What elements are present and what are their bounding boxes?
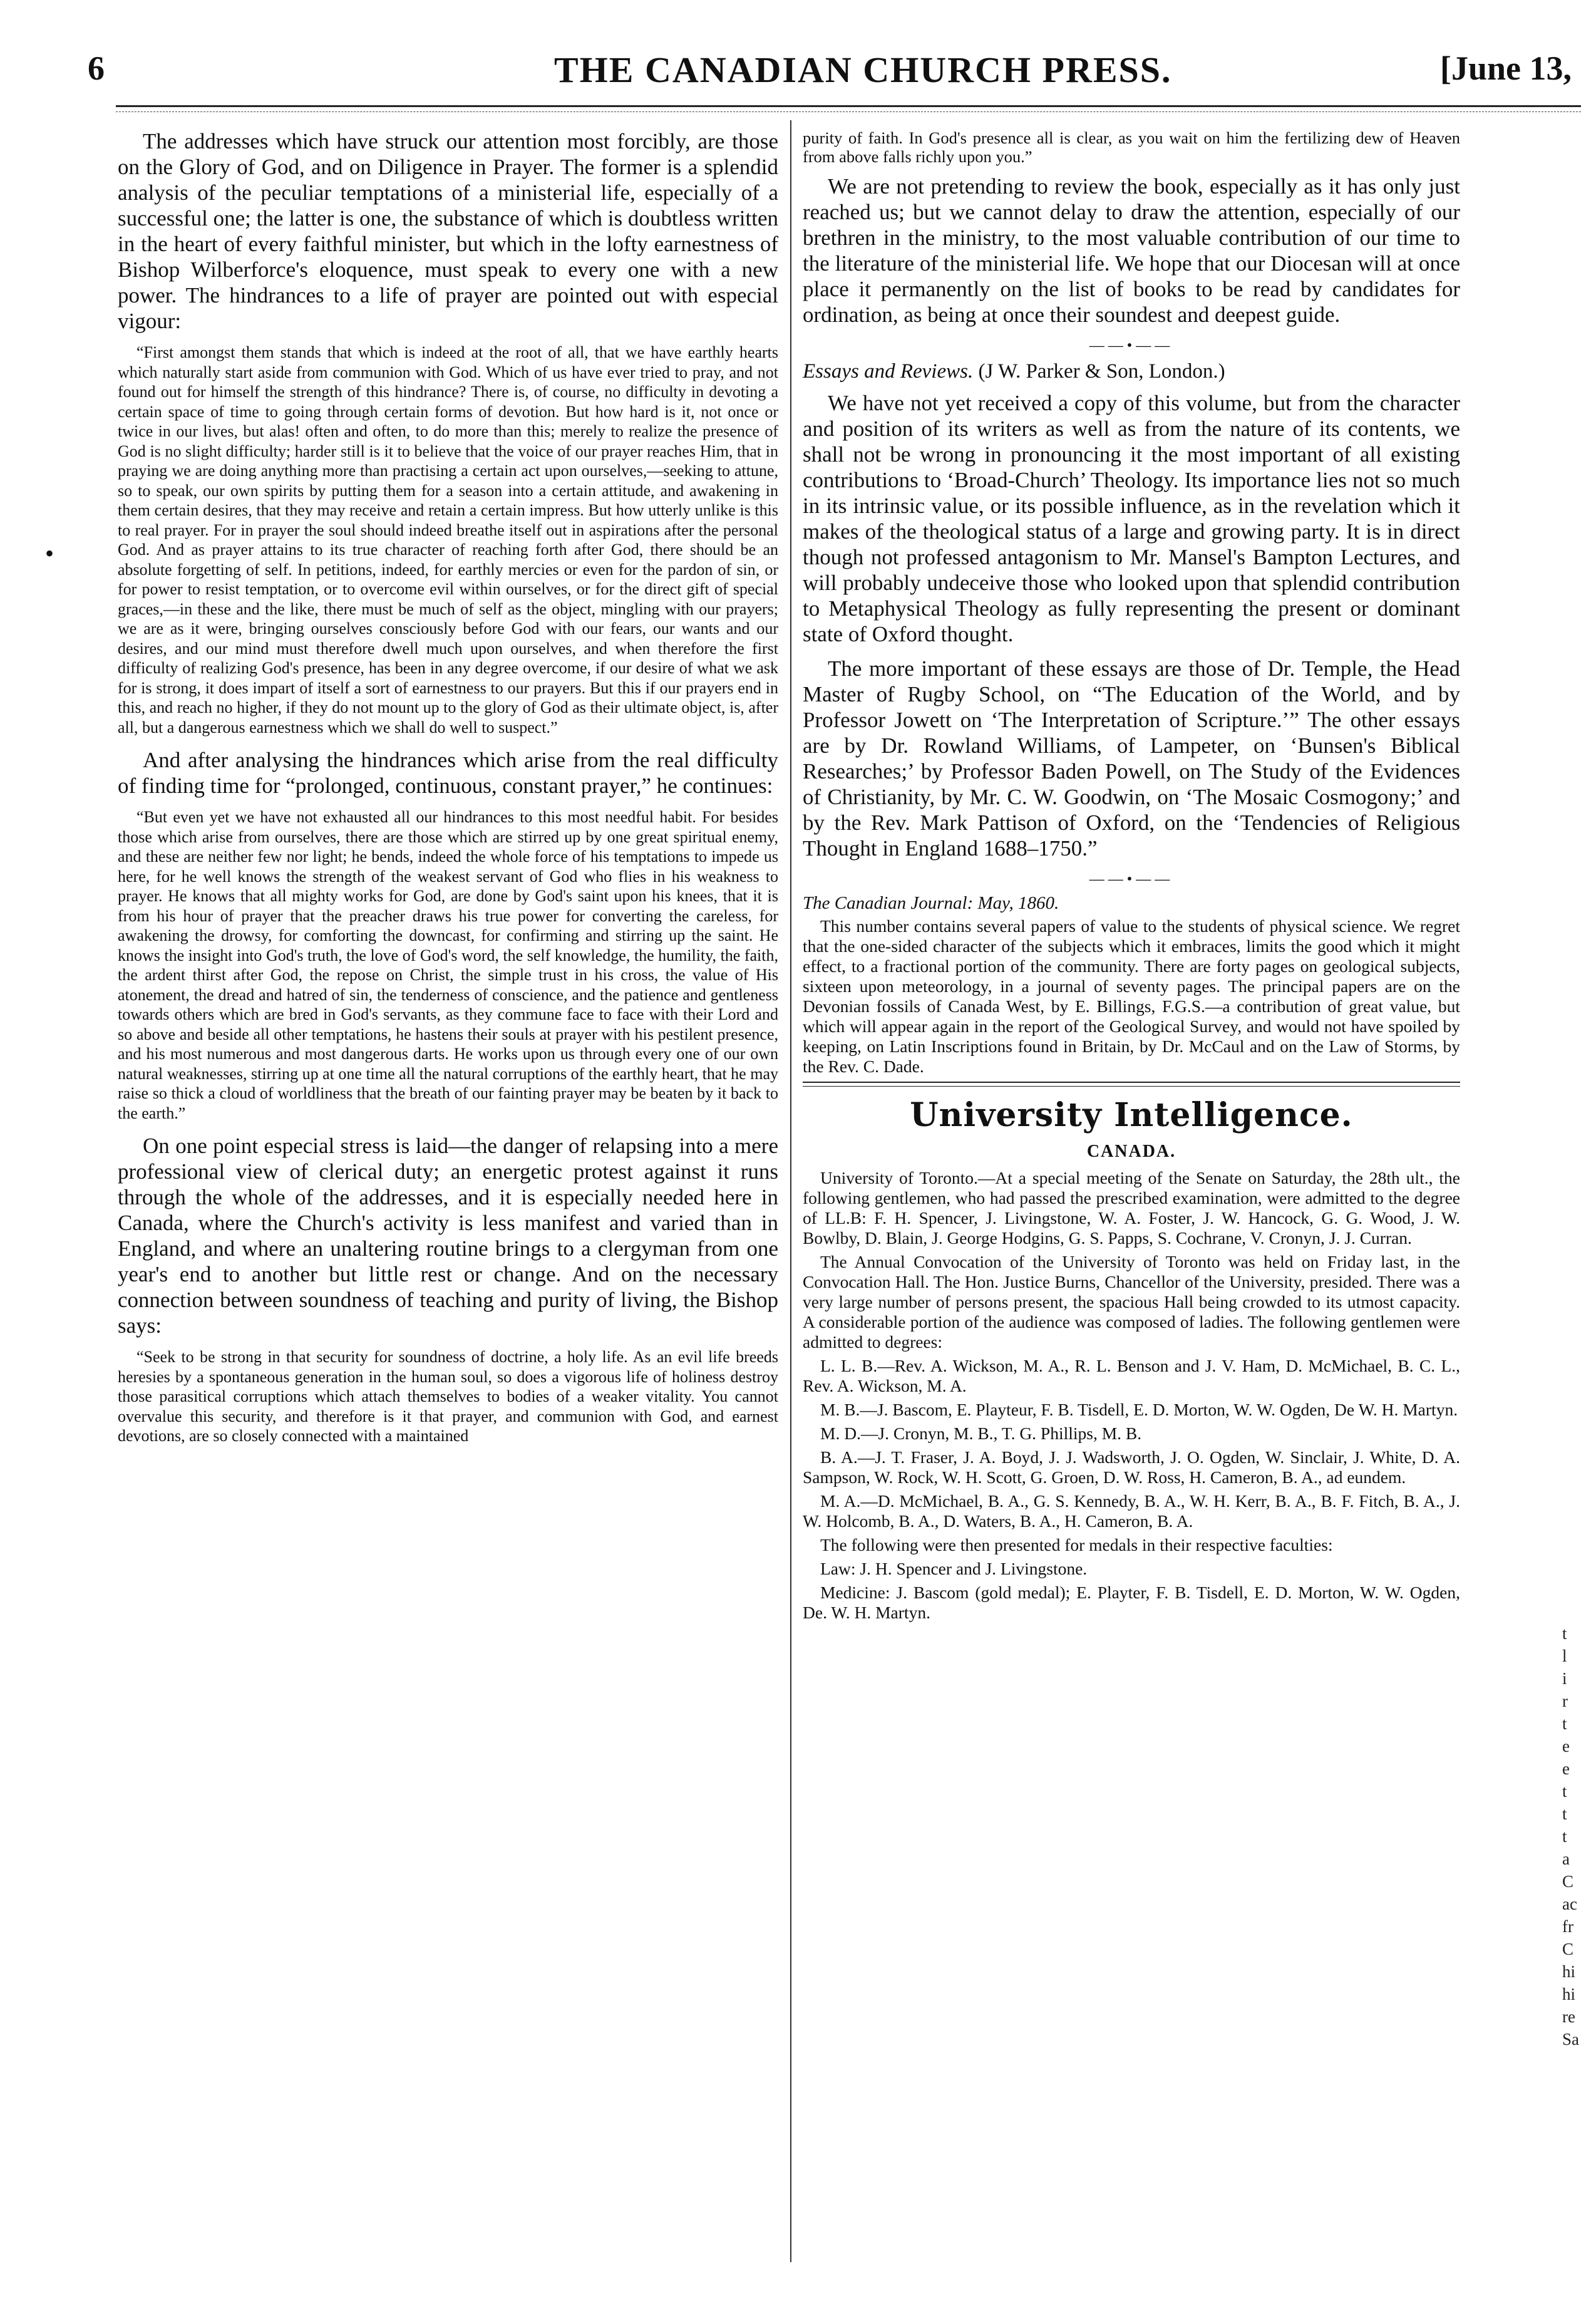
section-title: University Intelligence. bbox=[910, 1096, 1353, 1134]
page-header bbox=[88, 49, 1590, 99]
margin-char: ac bbox=[1562, 1895, 1577, 1913]
margin-char: t bbox=[1562, 1804, 1567, 1823]
margin-char: hi bbox=[1562, 1985, 1576, 2004]
paragraph-convocation: The Annual Convocation of the University of Toronto was held on Friday last, in the Convocation Hall. The Hon. Justice Burns, Chancellor of the University, presided. There was a very large number of persons present, the spacious Hall being crowded to its utmost capacity. A considerable portion of the audience was composed of ladies. The following gentlemen were admitted to degrees: bbox=[803, 1252, 1460, 1352]
degree-list-ba: B. A.—J. T. Fraser, J. A. Boyd, J. J. Wadsworth, J. O. Ogden, W. Sinclair, J. White, D. A. Sampson, W. Rock, W. H. Scott, G. Groen, D. W. Ross, H. Cameron, B. A., ad eundem. bbox=[803, 1447, 1460, 1487]
margin-dot: • bbox=[45, 539, 54, 567]
review-publisher: (J W. Parker & Son, London.) bbox=[978, 360, 1225, 383]
margin-char: i bbox=[1562, 1669, 1567, 1688]
margin-char: e bbox=[1562, 1759, 1570, 1778]
degree-list-ma: M. A.—D. McMichael, B. A., G. S. Kennedy, B. A., W. H. Kerr, B. A., B. F. Fitch, B. A., J. W. Holcomb, B. A., D. Waters, B. A., H. Cameron, B. A. bbox=[803, 1491, 1460, 1531]
column-rule bbox=[790, 120, 791, 2262]
page-number: 6 bbox=[88, 49, 105, 87]
margin-char: re bbox=[1562, 2007, 1575, 2026]
ornament-divider-2: ——•—— bbox=[1089, 871, 1174, 887]
quote-security: “Seek to be strong in that security for soundness of doctrine, a holy life. As an evil life breeds heresies by a spontaneous generation in the human soul, so does a vigorous life of holiness destroy those parasitical corruptions which attach themselves to bodies of a weaker vitality. You cannot overvalue this security, and therefore is it that prayer, and communion with God, and earnest devotions, are so closely connected with a maintained bbox=[118, 1348, 778, 1445]
margin-char: t bbox=[1562, 1827, 1567, 1846]
degree-list-llb: L. L. B.—Rev. A. Wickson, M. A., R. L. Benson and J. V. Ham, D. McMichael, B. C. L., Rev. A. Wickson, M. A. bbox=[803, 1356, 1460, 1395]
ornament-divider: ——•—— bbox=[1089, 338, 1174, 354]
section-subtitle: CANADA. bbox=[1086, 1142, 1176, 1161]
margin-char: t bbox=[1562, 1782, 1567, 1801]
paragraph-essays: We have not yet received a copy of this volume, but from the character and position of its writers as well as from the nature of its contents, we shall not be wrong in pronouncing it the most important of all existing contributions to ‘Broad-Church’ Theology. Its importance lies not so much in its intrinsic value, or its possible influence, as in the revelation which it makes of the theological status of a large and growing party. It is in direct though not professed antagonism to Mr. Mansel's Bampton Lectures, and will probably undeceive those who looked upon that splendid contribution to Metaphysical Theology as fully representing the present or dominant state of Oxford thought. bbox=[803, 391, 1460, 646]
review-heading bbox=[803, 359, 1460, 384]
margin-char: r bbox=[1562, 1692, 1568, 1710]
medal-medicine: Medicine: J. Bascom (gold medal); E. Playter, F. B. Tisdell, E. D. Morton, W. W. Ogden, De. W. H. Martyn. bbox=[803, 1583, 1460, 1622]
degree-list-mb: M. B.—J. Bascom, E. Playteur, F. B. Tisdell, E. D. Morton, W. W. Ogden, De W. H. Martyn. bbox=[820, 1400, 1458, 1419]
paragraph-analysing: And after analysing the hindrances which arise from the real difficulty of finding time for “prolonged, continuous, constant prayer,” he continues: bbox=[118, 748, 778, 798]
margin-char: C bbox=[1562, 1872, 1574, 1891]
left-column bbox=[118, 128, 778, 1456]
right-column bbox=[803, 128, 1460, 1626]
quote-continuation: purity of faith. In God's presence all is clear, as you wait on him the fertilizing dew of Heaven from above falls richly upon you.” bbox=[803, 128, 1460, 166]
issue-date: [June 13, bbox=[1440, 49, 1572, 87]
review-title: Essays and Reviews. bbox=[803, 360, 974, 383]
margin-char: t bbox=[1562, 1624, 1567, 1643]
paragraph-journal: This number contains several papers of value to the students of physical science. We regret that the one-sided character of the subjects which it embraces, limits the good which it might effect, to a fractional portion of the community. There are forty pages on geological subjects, sixteen upon meteorology, in a journal of seventy pages. The principal papers are on the Devonian fossils of Canada West, by E. Billings, F.G.S.—a contribution of great value, but which will appear again in the report of the Geological Survey, and would not have spoiled by keeping, on Latin Inscriptions found in Britain, by Dr. McCaul and on the Law of Storms, by the Rev. C. Dade. bbox=[803, 916, 1460, 1076]
quote-hindrances: “First amongst them stands that which is indeed at the root of all, that we have earthly hearts which naturally start aside from communion with God. Which of us have ever tried to pray, and not found out for himself the strength of this hindrance? There is, of course, no difficulty in devoting a certain space of time to going through certain forms of devotion. But how hard is it, not once or twice in our lives, but alas! often and often, to do more than this; merely to realize the presence of God is no slight difficulty; harder still is it to believe that the voice of our prayer reaches Him, that in praying we are doing anything more than practising a certain act upon ourselves,—seeking to attune, so to speak, our own spirits by putting them for a season into a certain attitude, and awakening in them certain desires, that they may receive and retain a certain impress. But how utterly unlike is this to real prayer. For in prayer the soul should indeed breathe itself out in aspirations after the personal God. And as prayer attains to its true character of reaching forth after God, there should be an absolute forgetting of self. In petitions, indeed, for earthly mercies or even for the pardon of sin, or for power to resist temptation, or to overcome evil within ourselves, or for the direct gift of special graces,—in these and the like, there must be much of self as the object, mingling with our prayers; we are as it were, bringing ourselves consciously before God with our fears, our wants and our desires, and our mind must therefore dwell much upon ourselves, and when therefore the first difficulty of realizing God's presence, has been in any degree overcome, if our desire of what we ask for is strong, it does impart of itself a sort of earnestness to our prayers. But this if our prayers end in this, and reach no higher, if they do not mount up to the glory of God as their ultimate object, is, after all, but a dangerous earnestness which we shall do well to suspect.” bbox=[118, 343, 778, 737]
paragraph-essay-authors: The more important of these essays are those of Dr. Temple, the Head Master of Rugby School, on “The Education of the World, and by Professor Jowett on ‘The Interpretation of Scripture.’” The other essays are by Dr. Rowland Williams, of Lampeter, on ‘Bunsen's Biblical Researches;’ by Professor Baden Powell, on The Study of the Evidences of Christianity, by Mr. C. W. Goodwin, on ‘The Mosaic Cosmogony;’ and by the Rev. Mark Pattison of Oxford, on the ‘Tendencies of Religious Thought in England 1688–1750.” bbox=[803, 656, 1460, 861]
margin-char: Sa bbox=[1562, 2030, 1579, 2049]
journal-review-heading: The Canadian Journal: May, 1860. bbox=[803, 893, 1059, 913]
paragraph-university-senate: University of Toronto.—At a special meeting of the Senate on Saturday, the 28th ult., the following gentlemen, who had passed the prescribed examination, were admitted to the degree of LL.B: F. H. Spencer, J. Livingstone, W. A. Foster, J. W. Hancock, G. G. Wood, J. W. Bowlby, D. Blain, J. George Hodgins, G. S. Papps, S. Cochrane, V. Cronyn, J. J. Curran. bbox=[803, 1168, 1460, 1248]
quote-enemy: “But even yet we have not exhausted all our hindrances to this most needful habit. For besides those which arise from ourselves, there are those which are stirred up by one great spiritual enemy, and these are neither few nor light; he bends, indeed the whole force of his temptations to impede us here, for he well knows the strength of the weakest servant of God who flies in his weakness to prayer. He knows that all mighty works for God, are done by God's saint upon his knees, that it is from his hour of prayer that the preacher draws his true power for converting the careless, for awakening the drowsy, for comforting the downcast, for confirming and stirring up the saint. He knows the insight into God's truth, the love of God's word, the self knowledge, the humility, the faith, the ardent thirst after God, the repose on Christ, the simple trust in his cross, the value of His atonement, the dread and hatred of sin, the tenderness of conscience, and the patience and gentleness towards others which are bred in God's servants, as they commune face to face with their Lord and so above and beside all other temptations, he hastens their souls at prayer with his pestilent presence, and his most numerous and most dangerous darts. He works upon us through every one of our own natural weaknesses, stirring up at one time all the natural corruptions of the earthly heart, that he may raise so thick a cloud of worldliness that the breath of our fainting prayer may be beaten by it back to the earth.” bbox=[118, 808, 778, 1122]
paragraph-professional: On one point especial stress is laid—the danger of relapsing into a mere professional view of clerical duty; an energetic protest against it runs through the whole of the addresses, and it is especially needed here in Canada, where the Church's activity is less manifest and varied than in England, and where an unaltering routine brings to a clergyman from one year's end to another but little rest or change. And on the necessary connection between soundness of teaching and purity of living, the Bishop says: bbox=[118, 1134, 778, 1338]
margin-char: hi bbox=[1562, 1962, 1576, 1981]
margin-char: t bbox=[1562, 1714, 1567, 1733]
margin-char: l bbox=[1562, 1647, 1567, 1665]
journal-title: THE CANADIAN CHURCH PRESS. bbox=[554, 49, 1172, 90]
section-rule bbox=[803, 1082, 1460, 1087]
margin-char: fr bbox=[1562, 1917, 1573, 1936]
margin-char: e bbox=[1562, 1737, 1570, 1755]
margin-fragments bbox=[1562, 1622, 1593, 2050]
paragraph-addresses: The addresses which have struck our attention most forcibly, are those on the Glory of God, and on Diligence in Prayer. The former is a splendid analysis of the peculiar temptations of a ministerial life, especially of a successful one; the latter is one, the substance of which is doubtless written in the heart of every faithful minister, but which in the lofty earnestness of Bishop Wilberforce's eloquence, must speak to every one with a new power. The hindrances to a life of prayer are pointed out with especial vigour: bbox=[118, 129, 778, 333]
degree-list-md: M. D.—J. Cronyn, M. B., T. G. Phillips, M. B. bbox=[820, 1424, 1142, 1443]
paragraph-review-book: We are not pretending to review the book, especially as it has only just reached us; but we cannot delay to draw the attention, especially of our brethren in the ministry, to the most valuable contribution of our time to the literature of the ministerial life. We hope that our Diocesan will at once place it permanently on the list of books to be read by candidates for ordination, as being at once their soundest and deepest guide. bbox=[803, 174, 1460, 327]
medal-law: Law: J. H. Spencer and J. Livingstone. bbox=[820, 1559, 1088, 1578]
margin-char: C bbox=[1562, 1940, 1574, 1958]
margin-char: a bbox=[1562, 1849, 1570, 1868]
header-rule bbox=[116, 105, 1581, 107]
paragraph-medals: The following were then presented for medals in their respective faculties: bbox=[820, 1535, 1333, 1554]
header-rule-dashed bbox=[116, 111, 1581, 112]
